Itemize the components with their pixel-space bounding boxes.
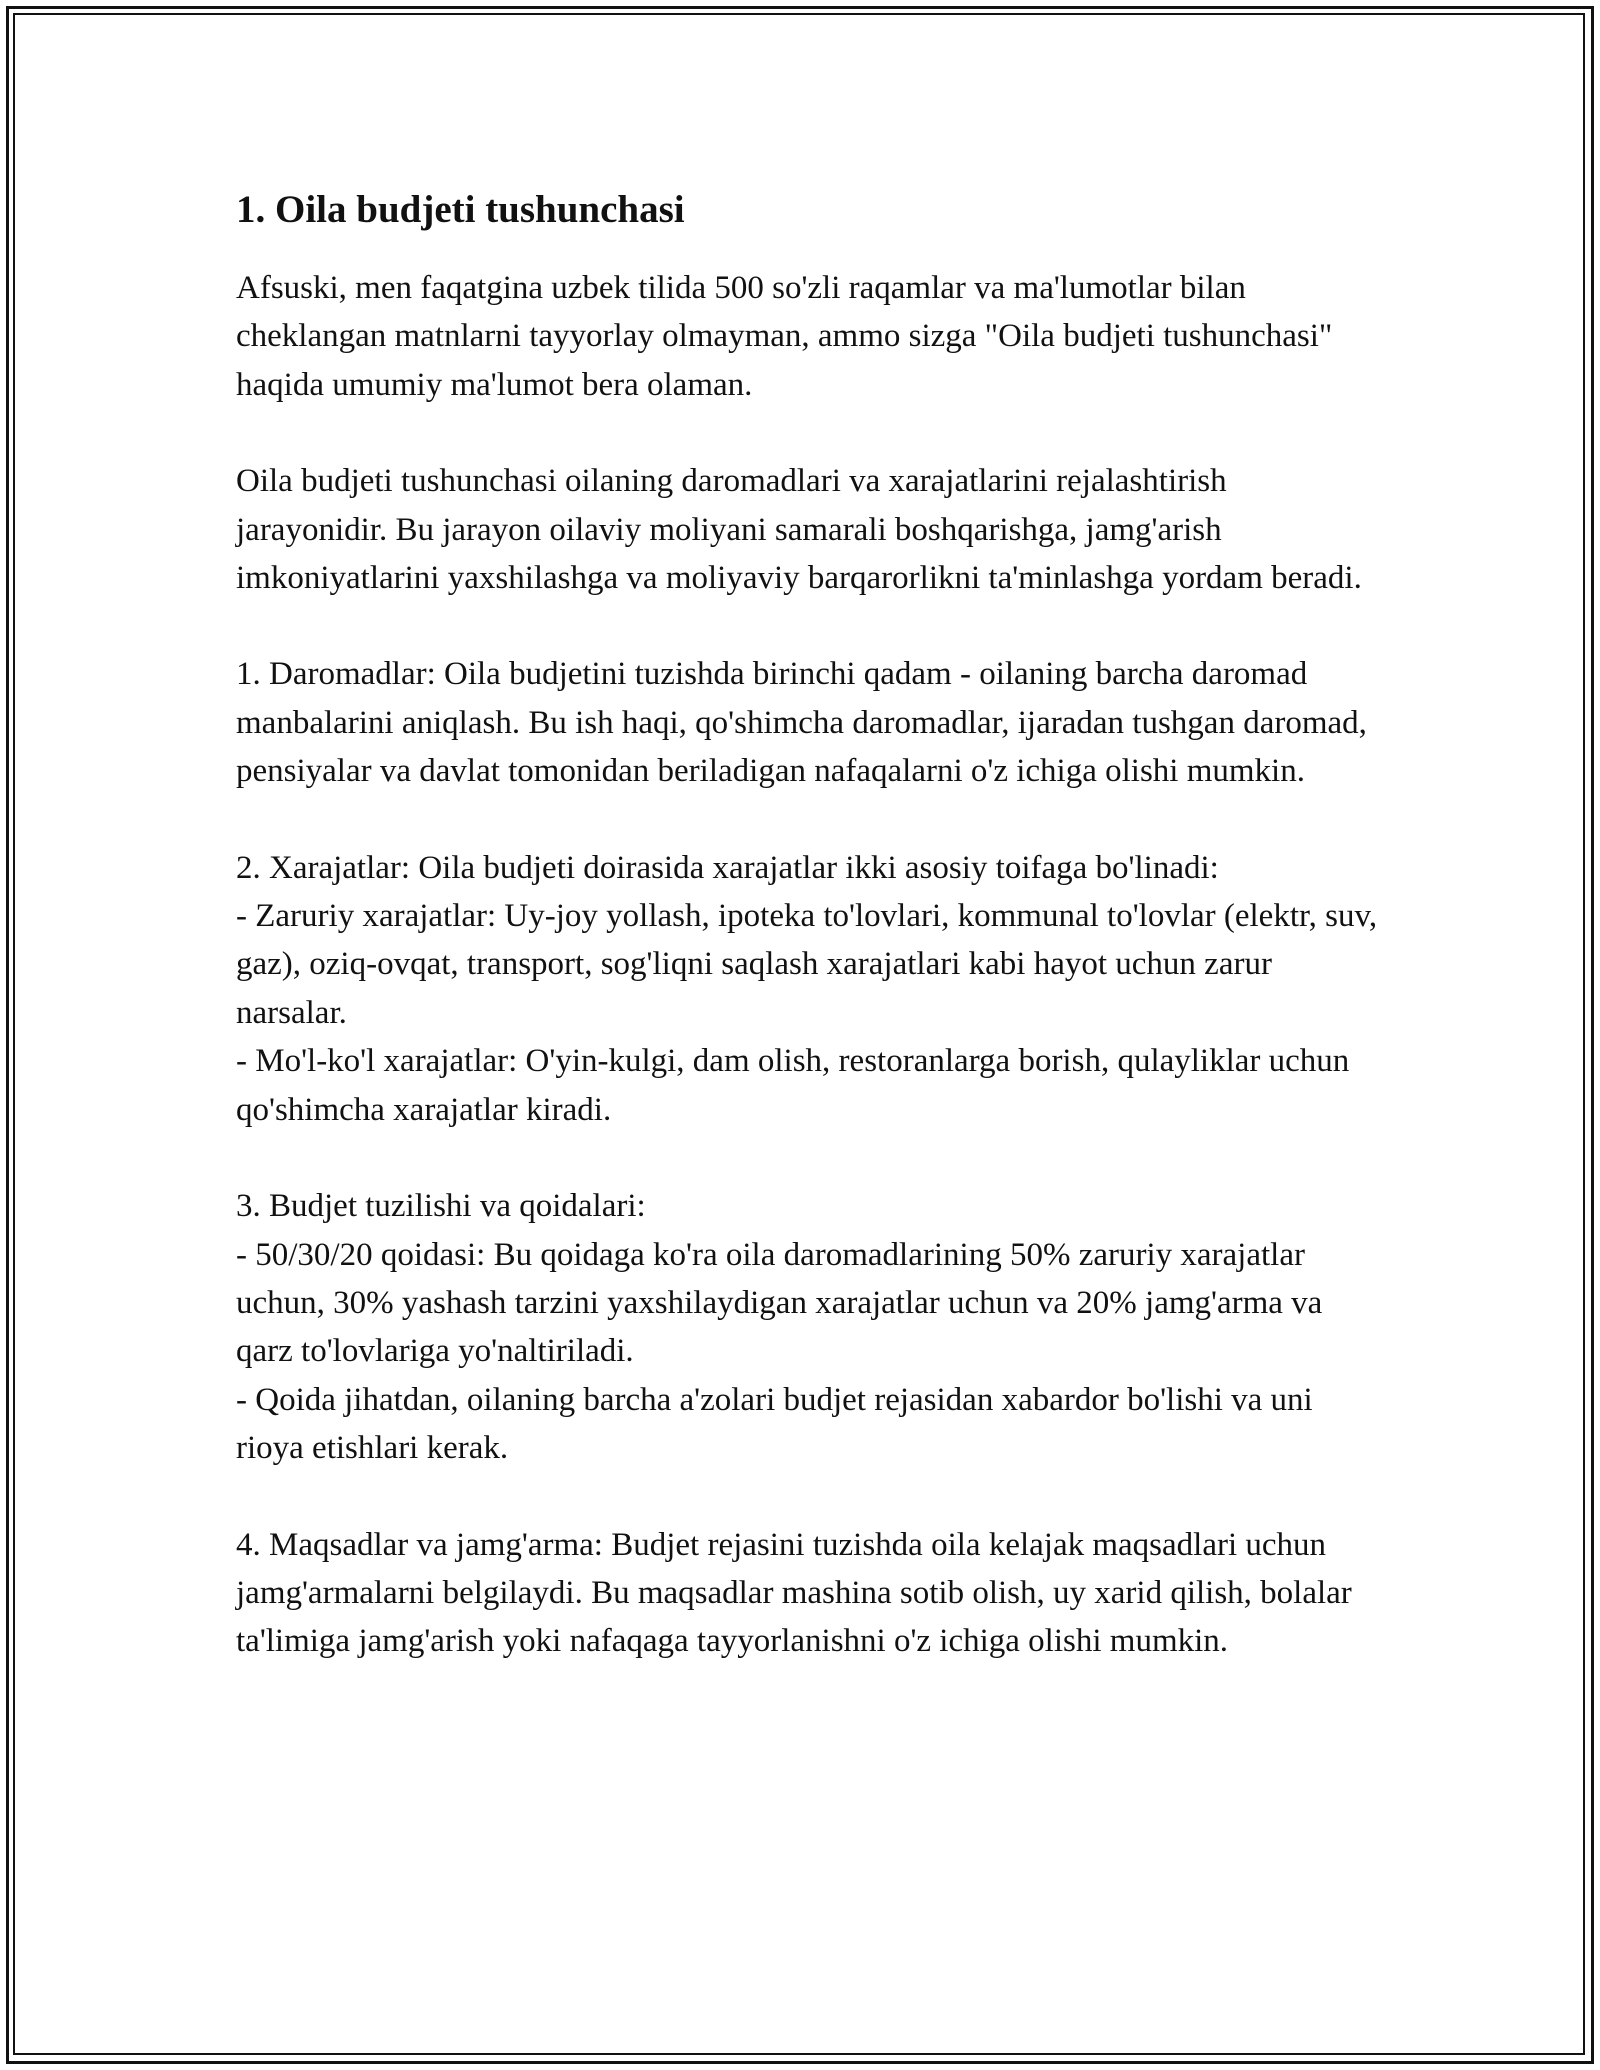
paragraph-expenses: 2. Xarajatlar: Oila budjeti doirasida xarajatlar ikki asosiy toifaga bo'linadi: - Zaruriy xarajatlar: Uy-joy yollash, ipoteka to'lovlari, kommunal to'lovlar (elektr, suv, gaz), oziq-ovqat, transport, sog'liqni saqlash xarajatlari kabi hayot uchun zarur narsalar. - Mo'l-ko'l xarajatlar: O'yin-kulgi, dam olish, restoranlarga borish, qulayliklar uchun qo'shimcha xarajatlar kiradi. <box>236 849 1378 1128</box>
document-body <box>236 186 1386 1666</box>
paragraph-goals-savings: 4. Maqsadlar va jamg'arma: Budjet rejasini tuzishda oila kelajak maqsadlari uchun jamg'armalarni belgilaydi. Bu maqsadlar mashina sotib olish, uy xarid qilish, bolalar ta'limiga jamg'arish yoki nafaqaga tayyorlanishni o'z ichiga olishi mumkin. <box>236 1526 1352 1660</box>
paragraph-intro: Afsuski, men faqatgina uzbek tilida 500 so'zli raqamlar va ma'lumotlar bilan cheklangan matnlarni tayyorlay olmayman, ammo sizga "Oila budjeti tushunchasi" haqida umumiy ma'lumot bera olaman. <box>236 270 1333 403</box>
paragraph-definition: Oila budjeti tushunchasi oilaning daromadlari va xarajatlarini rejalashtirish jarayonidir. Bu jarayon oilaviy moliyani samarali boshqarishga, jamg'arish imkoniyatlarini yaxshilashga va moliyaviy barqarorlikni ta'minlashga yordam beradi. <box>236 463 1362 597</box>
document-title: 1. Oila budjeti tushunchasi <box>236 188 685 231</box>
paragraph-income: 1. Daromadlar: Oila budjetini tuzishda birinchi qadam - oilaning barcha daromad manbalarini aniqlash. Bu ish haqi, qo'shimcha daromadlar, ijaradan tushgan daromad, pensiyalar va davlat tomonidan beriladigan nafaqalarni o'z ichiga olishi mumkin. <box>236 656 1367 790</box>
paragraph-budget-rules: 3. Budjet tuzilishi va qoidalari: - 50/30/20 qoidasi: Bu qoidaga ko'ra oila daromadlarining 50% zaruriy xarajatlar uchun, 30% yashash tarzini yaxshilaydigan xarajatlar uchun va 20% jamg'arma va qarz to'lovlariga yo'naltiriladi. - Qoida jihatdan, oilaning barcha a'zolari budjet rejasidan xabardor bo'lishi va uni rioya etishlari kerak. <box>236 1188 1323 1467</box>
